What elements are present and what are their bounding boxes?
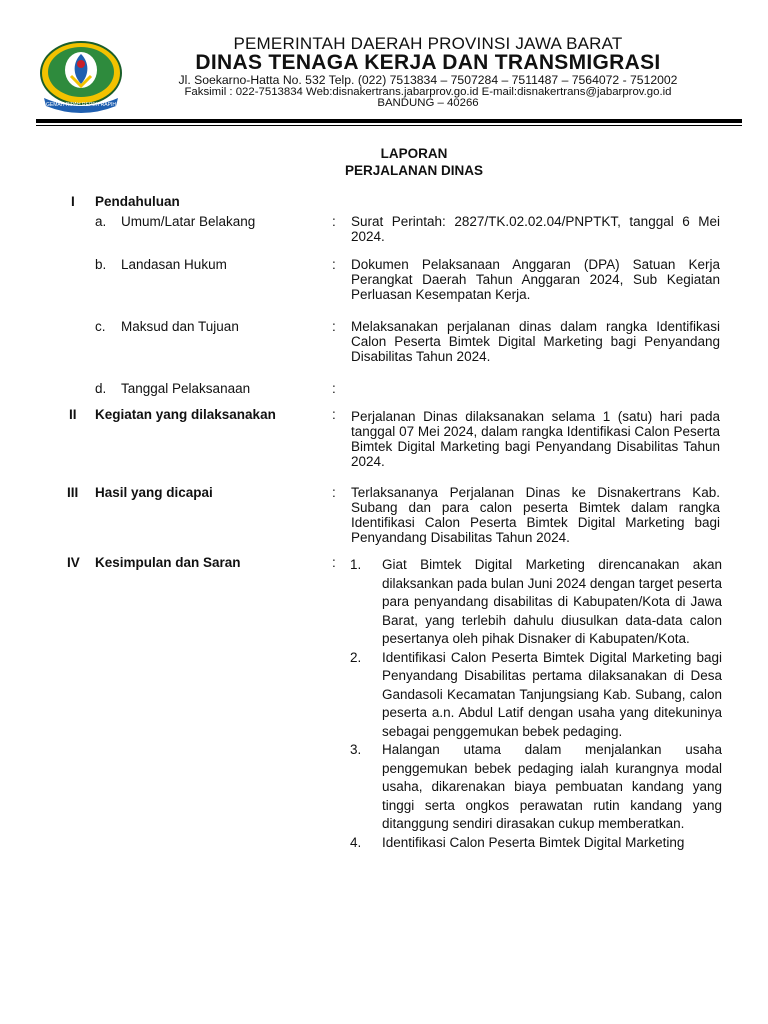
- section-value: Terlaksananya Perjalanan Dinas ke Disnakertrans Kab. Subang dan para calon peserta Bimtek dalam rangka Identifikasi Calon Peserta Bimtek Digital Marketing bagi Penyandang Disabilitas Tahun 2024.: [351, 485, 720, 545]
- list-item-number: 4.: [350, 834, 362, 850]
- list-item-text: Identifikasi Calon Peserta Bimtek Digital Marketing bagi Penyandang Disabilitas pertama dilaksanakan di Desa Gandasoli Kecamatan Tanjungsiang Kab. Subang, calon peserta a.n. Abdul Latif dengan usaha yang ditekuninya sebagai penggemukan bebek pedaging.: [382, 649, 722, 739]
- header-contact: Faksimil : 022-7513834 Web:disnakertrans.jabarprov.go.id E-mail:disnakertrans@jabarprov.go.id: [184, 86, 672, 98]
- province-emblem-logo: [38, 40, 124, 114]
- colon: :: [332, 319, 336, 334]
- item-letter: a.: [95, 214, 107, 229]
- list-item-number: 3.: [350, 742, 362, 757]
- section-title: Pendahuluan: [95, 194, 180, 209]
- colon: :: [332, 485, 336, 500]
- header-agency-name: DINAS TENAGA KERJA DAN TRANSMIGRASI: [195, 51, 661, 74]
- list-item: [350, 649, 722, 742]
- list-item: [350, 741, 722, 834]
- colon: :: [332, 555, 336, 570]
- list-item-text: Halangan utama dalam menjalankan usaha penggemukan bebek pedaging ialah kurangnya modal usaha, dikarenakan biaya pembuatan kandang yang tinggi serta ongkos perawatan rutin kandang yang ditanggung sendiri dirasakan cukup memberatkan.: [382, 742, 722, 831]
- section-number: II: [69, 407, 77, 422]
- item-letter: b.: [95, 257, 107, 272]
- header-city: BANDUNG – 40266: [377, 97, 479, 109]
- section-number: III: [67, 485, 79, 500]
- header-divider-thin: [36, 125, 742, 126]
- list-item: [350, 834, 722, 853]
- item-letter: c.: [95, 319, 106, 334]
- report-subtitle: PERJALANAN DINAS: [344, 163, 483, 178]
- section-title: Kegiatan yang dilaksanakan: [95, 407, 276, 422]
- section-value: Perjalanan Dinas dilaksanakan selama 1 (satu) hari pada tanggal 07 Mei 2024, dalam rangka Identifikasi Calon Peserta Bimtek Digital Marketing bagi Penyandang Disabilitas Tahun 2024.: [351, 409, 720, 469]
- header-address: Jl. Soekarno-Hatta No. 532 Telp. (022) 7513834 – 7507284 – 7511487 – 7564072 - 7512002: [178, 73, 678, 87]
- section-number: IV: [67, 555, 80, 570]
- list-item-number: 1.: [350, 557, 362, 572]
- list-item-text: Giat Bimtek Digital Marketing direncanakan akan dilaksankan pada bulan Juni 2024 dengan target peserta para penyandang disabilitas di Kabupaten/Kota di Jawa Barat, yang terlebih dahulu diusulkan data-data calon pesertanya oleh pihak Disnaker di Kabupaten/Kota.: [382, 557, 723, 646]
- item-value: Surat Perintah: 2827/TK.02.02.04/PNPTKT, tanggal 6 Mei 2024.: [351, 214, 720, 244]
- item-value: Melaksanakan perjalanan dinas dalam rangka Identifikasi Calon Peserta Bimtek Digital Marketing bagi Penyandang Disabilitas Tahun 2024.: [351, 319, 720, 364]
- colon: :: [332, 381, 336, 396]
- item-label: Landasan Hukum: [121, 257, 227, 272]
- list-item-number: 2.: [350, 649, 362, 665]
- section-number: I: [71, 194, 75, 209]
- item-value: Dokumen Pelaksanaan Anggaran (DPA) Satuan Kerja Perangkat Daerah Tahun Anggaran 2024, Sub Kegiatan Perluasan Kesempatan Kerja.: [351, 257, 720, 302]
- item-label: Maksud dan Tujuan: [121, 319, 239, 334]
- colon: :: [332, 257, 336, 272]
- conclusion-list: [350, 556, 722, 852]
- list-item-text: Identifikasi Calon Peserta Bimtek Digital Marketing: [382, 834, 685, 850]
- report-title: LAPORAN: [380, 146, 448, 161]
- logo-motto: GEMAH RIPAH REPEH RAPIH: [46, 102, 116, 108]
- item-label: Tanggal Pelaksanaan: [121, 381, 251, 396]
- item-label: Umum/Latar Belakang: [121, 214, 256, 229]
- section-title: Kesimpulan dan Saran: [95, 555, 241, 570]
- item-letter: d.: [95, 381, 107, 396]
- header-government: PEMERINTAH DAERAH PROVINSI JAWA BARAT: [233, 34, 623, 53]
- colon: :: [332, 407, 336, 422]
- list-item: [350, 556, 722, 649]
- section-title: Hasil yang dicapai: [95, 485, 213, 500]
- header-divider-thick: [36, 119, 742, 123]
- colon: :: [332, 214, 336, 229]
